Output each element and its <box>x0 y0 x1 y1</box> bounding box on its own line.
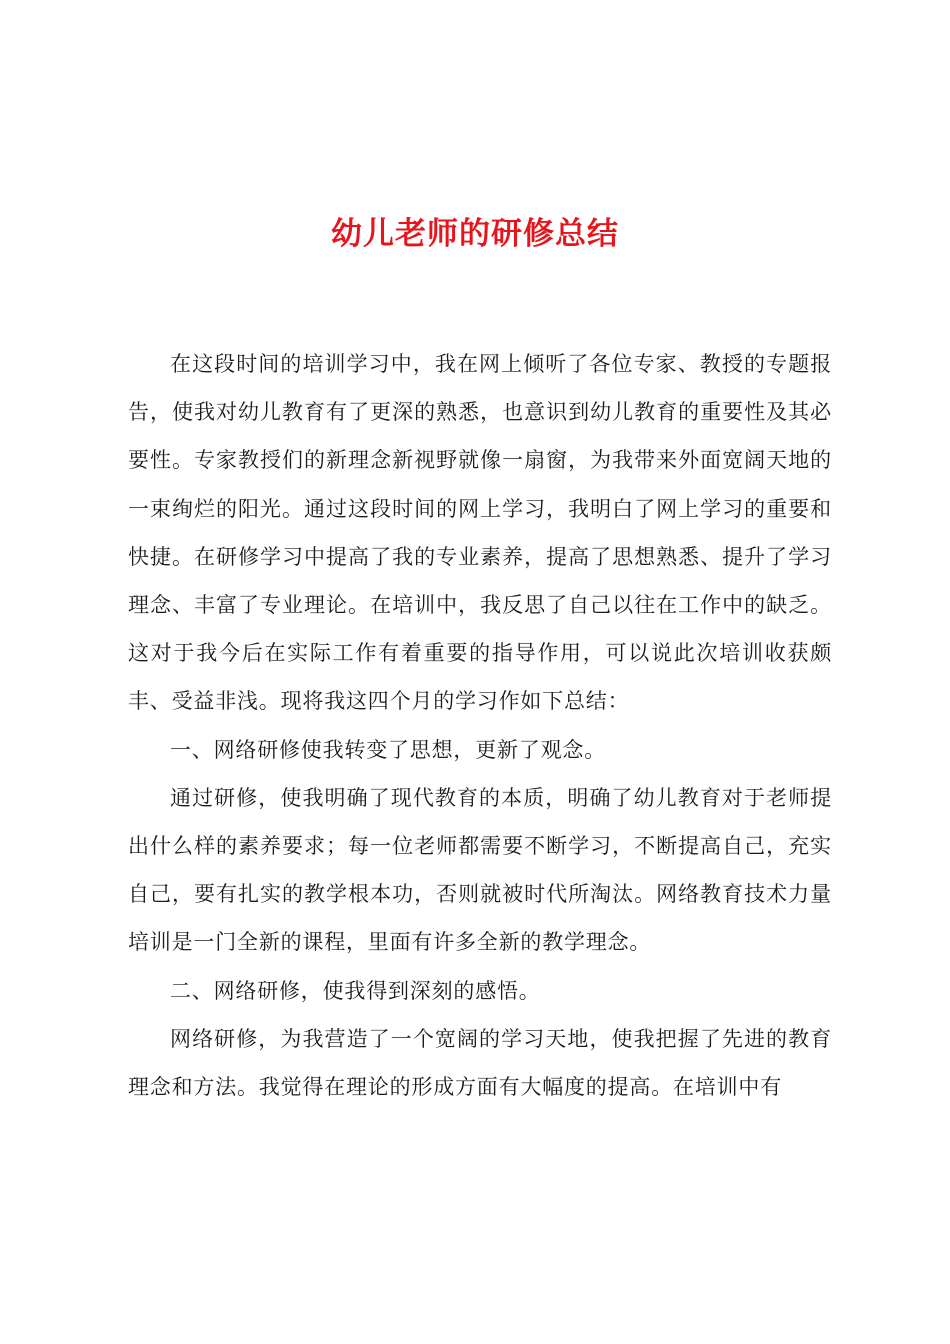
document-body <box>128 340 832 1111</box>
document-title: 幼儿老师的研修总结 <box>331 216 619 252</box>
body-paragraph: 在这段时间的培训学习中，我在网上倾听了各位专家、教授的专题报告，使我对幼儿教育有了更深的熟悉，也意识到幼儿教育的重要性及其必要性。专家教授们的新理念新视野就像一扇窗，为我带来外面宽阔天地的一束绚烂的阳光。通过这段时间的网上学习，我明白了网上学习的重要和快捷。在研修学习中提高了我的专业素养，提高了思想熟悉、提升了学习理念、丰富了专业理论。在培训中，我反思了自己以往在工作中的缺乏。这对于我今后在实际工作有着重要的指导作用，可以说此次培训收获颇丰、受益非浅。现将我这四个月的学习作如下总结： <box>128 352 832 714</box>
section-heading: 一、网络研修使我转变了思想，更新了观念。 <box>170 737 606 762</box>
body-paragraph: 通过研修，使我明确了现代教育的本质，明确了幼儿教育对于老师提出什么样的素养要求；每一位老师都需要不断学习，不断提高自己，充实自己，要有扎实的教学根本功，否则就被时代所淘汰。网络教育技术力量培训是一门全新的课程，里面有许多全新的教学理念。 <box>128 785 832 955</box>
body-paragraph: 网络研修，为我营造了一个宽阔的学习天地，使我把握了先进的教育理念和方法。我觉得在理论的形成方面有大幅度的提高。在培训中有 <box>128 1026 832 1100</box>
section-heading: 二、网络研修，使我得到深刻的感悟。 <box>170 978 541 1003</box>
